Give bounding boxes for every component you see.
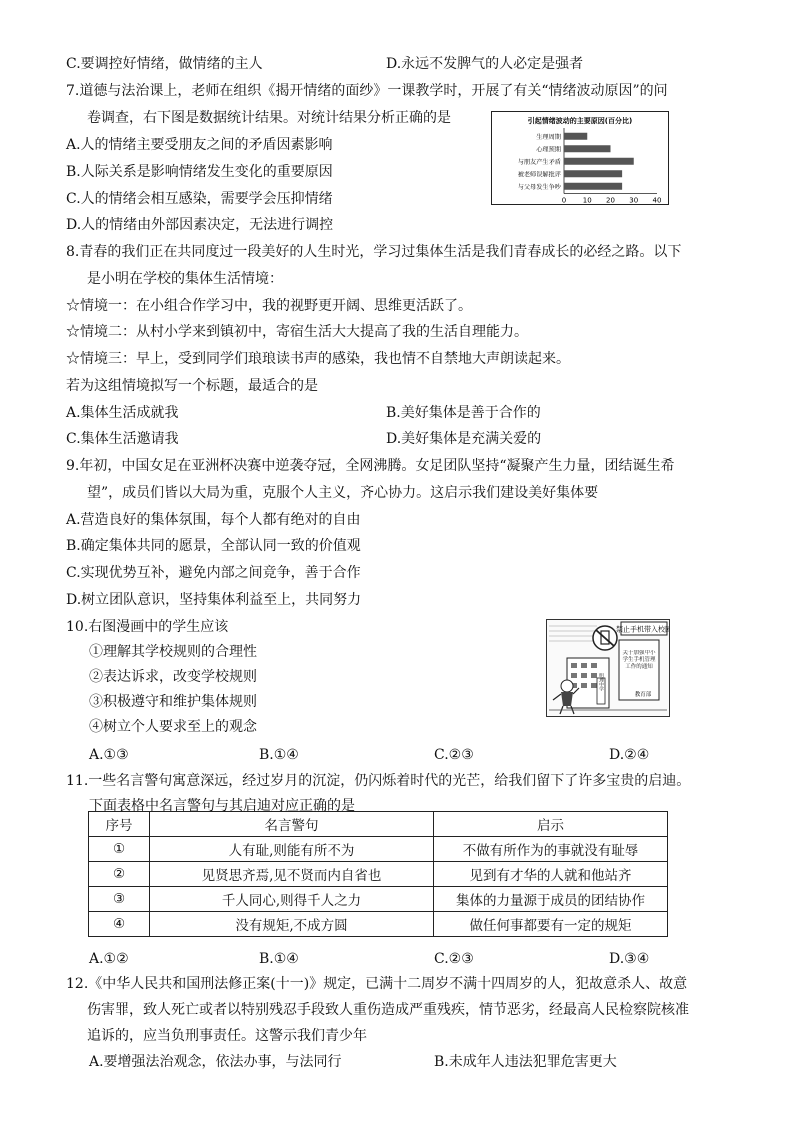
text-line-l17: 望”，成员们皆以大局为重，克服个人主义，齐心协力。这启示我们建设美好集体要 xyxy=(87,485,599,501)
text-line-l27d: D.②④ xyxy=(609,747,650,763)
table-row xyxy=(89,912,668,937)
text-line-l34a: A.要增强法治观念，依法办事，与法同行 xyxy=(89,1054,342,1070)
text-line-l9: 是小明在学校的集体生活情境： xyxy=(87,271,283,287)
text-line-l30a: A.①② xyxy=(89,951,129,967)
cell-quote: 人有耻,则能有所不为 xyxy=(150,837,434,862)
cell-insight: 见到有才华的人就和他站齐 xyxy=(434,862,668,887)
text-line-l31: 12.《中华人民共和国刑法修正案(十一)》规定，已满十二周岁不满十四周岁的人，犯故意杀人、故意 xyxy=(66,976,688,992)
text-line-l32: 伤害罪，致人死亡或者以特别残忍手段致人重伤造成严重残疾，情节恶劣，经最高人民检察院核准 xyxy=(87,1002,689,1018)
cell-quote: 见贤思齐焉,见不贤而内自省也 xyxy=(150,862,434,887)
text-line-l23: ①理解其学校规则的合理性 xyxy=(89,644,257,660)
school-rules-cartoon xyxy=(546,619,670,717)
cell-quote: 千人同心,则得千人之力 xyxy=(150,887,434,912)
text-line-l24: ②表达诉求，改变学校规则 xyxy=(89,669,257,685)
text-line-l10: ☆情境一：在小组合作学习中，我的视野更开阔、思维更活跃了。 xyxy=(66,298,472,314)
text-line-l2: 7.道德与法治课上，老师在组织《揭开情绪的面纱》一课教学时，开展了有关“情绪波动原因”的问 xyxy=(66,83,668,99)
text-line-l34b: B.未成年人违法犯罪危害更大 xyxy=(434,1054,617,1070)
text-line-l15b: D.美好集体是充满关爱的 xyxy=(386,431,542,447)
text-line-l1a: C.要调控好情绪，做情绪的主人 xyxy=(66,56,263,72)
text-line-l7: D.人的情绪由外部因素决定，无法进行调控 xyxy=(66,217,334,233)
table-header-row xyxy=(89,812,668,837)
text-line-l3: 卷调查，右下图是数据统计结果。对统计结果分析正确的是 xyxy=(87,110,451,126)
text-line-l22: 10.右图漫画中的学生应该 xyxy=(66,619,229,635)
cell-index: ① xyxy=(89,837,150,862)
cartoon-illustration xyxy=(547,620,669,716)
category-label: 被老师误解批评 xyxy=(517,171,561,179)
category-label: 与父母发生争吵 xyxy=(517,183,561,191)
text-line-l8: 8.青春的我们正在共同度过一段美好的人生时光，学习过集体生活是我们青春成长的必经之路。以下 xyxy=(66,244,682,260)
category-label: 心理预期 xyxy=(536,146,561,154)
header-quote: 名言警句 xyxy=(150,812,434,837)
tick-label: 30 xyxy=(629,196,639,204)
notice-issuer: 教育部 xyxy=(634,692,652,698)
text-line-l27c: C.②③ xyxy=(434,747,474,763)
text-line-l11: ☆情境二：从村小学来到镇初中，寄宿生活大大提高了我的生活自理能力。 xyxy=(66,324,528,340)
text-line-l30b: B.①④ xyxy=(259,951,299,967)
text-line-l14b: B.美好集体是善于合作的 xyxy=(386,405,541,421)
building-text: 明理中学 xyxy=(598,673,604,691)
text-line-l13: 若为这组情境拟写一个标题，最适合的是 xyxy=(66,378,318,394)
text-line-l29: 下面表格中名言警句与其启迪对应正确的是 xyxy=(89,798,355,814)
tick-label: 20 xyxy=(606,196,615,204)
header-index: 序号 xyxy=(89,812,150,837)
text-line-l1b: D.永远不发脾气的人必定是强者 xyxy=(386,56,584,72)
text-line-l25: ③积极遵守和维护集体规则 xyxy=(89,694,257,710)
text-line-l21: D.树立团队意识，坚持集体利益至上，共同努力 xyxy=(66,592,362,608)
text-line-l15a: C.集体生活邀请我 xyxy=(66,431,179,447)
tick-label: 0 xyxy=(561,196,567,204)
bar-chart-svg xyxy=(492,112,668,204)
table-row xyxy=(89,887,668,912)
text-line-l4: A.人的情绪主要受朋友之间的矛盾因素影响 xyxy=(66,137,333,153)
emotion-cause-chart xyxy=(491,111,669,205)
bar xyxy=(564,145,611,152)
cell-index: ④ xyxy=(89,912,150,937)
table-row xyxy=(89,837,668,862)
cell-index: ② xyxy=(89,862,150,887)
text-line-l6: C.人的情绪会相互感染，需要学会压抑情绪 xyxy=(66,191,333,207)
category-label: 生理周期 xyxy=(536,133,561,141)
chart-title: 引起情绪波动的主要原因(百分比) xyxy=(527,117,633,125)
text-line-l26: ④树立个人要求至上的观念 xyxy=(89,719,257,735)
bar xyxy=(564,170,622,177)
table-row xyxy=(89,862,668,887)
header-insight: 启示 xyxy=(434,812,668,837)
text-line-l19: B.确定集体共同的愿景，全部认同一致的价值观 xyxy=(66,538,361,554)
text-line-l12: ☆情境三：早上，受到同学们琅琅读书声的感染，我也情不自禁地大声朗读起来。 xyxy=(66,351,570,367)
notice-text: 关于加强中小学生手机管理工作的通知 xyxy=(622,650,656,670)
bar xyxy=(564,133,587,140)
text-line-l14a: A.集体生活成就我 xyxy=(66,405,179,421)
text-line-l30c: C.②③ xyxy=(434,951,474,967)
cell-insight: 做任何事都要有一定的规矩 xyxy=(434,912,668,937)
bar xyxy=(564,183,622,190)
cell-quote: 没有规矩,不成方圆 xyxy=(150,912,434,937)
cell-insight: 集体的力量源于成员的团结协作 xyxy=(434,887,668,912)
text-line-l16: 9.年初，中国女足在亚洲杯决赛中逆袭夺冠，全网沸腾。女足团队坚持“凝聚产生力量，团结诞生希 xyxy=(66,458,675,474)
category-label: 与朋友产生矛盾 xyxy=(517,158,561,166)
bar xyxy=(564,158,634,165)
text-line-l5: B.人际关系是影响情绪发生变化的重要原因 xyxy=(66,164,333,180)
text-line-l20: C.实现优势互补，避免内部之间竞争，善于合作 xyxy=(66,565,361,581)
text-line-l27a: A.①③ xyxy=(89,747,129,763)
text-line-l18: A.营造良好的集体氛围，每个人都有绝对的自由 xyxy=(66,512,361,528)
tick-label: 40 xyxy=(652,196,662,204)
tick-label: 10 xyxy=(582,196,592,204)
text-line-l30d: D.③④ xyxy=(609,951,650,967)
cell-index: ③ xyxy=(89,887,150,912)
quote-table xyxy=(88,811,668,937)
text-line-l27b: B.①④ xyxy=(259,747,299,763)
sign-text: 禁止手机带入校园 xyxy=(616,625,669,634)
cell-insight: 不做有所作为的事就没有耻辱 xyxy=(434,837,668,862)
text-line-l28: 11.一些名言警句寓意深远，经过岁月的沉淀，仍闪烁着时代的光芒，给我们留下了许多宝贵的启迪。 xyxy=(66,773,691,789)
text-line-l33: 追诉的，应当负刑事责任。这警示我们青少年 xyxy=(87,1028,367,1044)
